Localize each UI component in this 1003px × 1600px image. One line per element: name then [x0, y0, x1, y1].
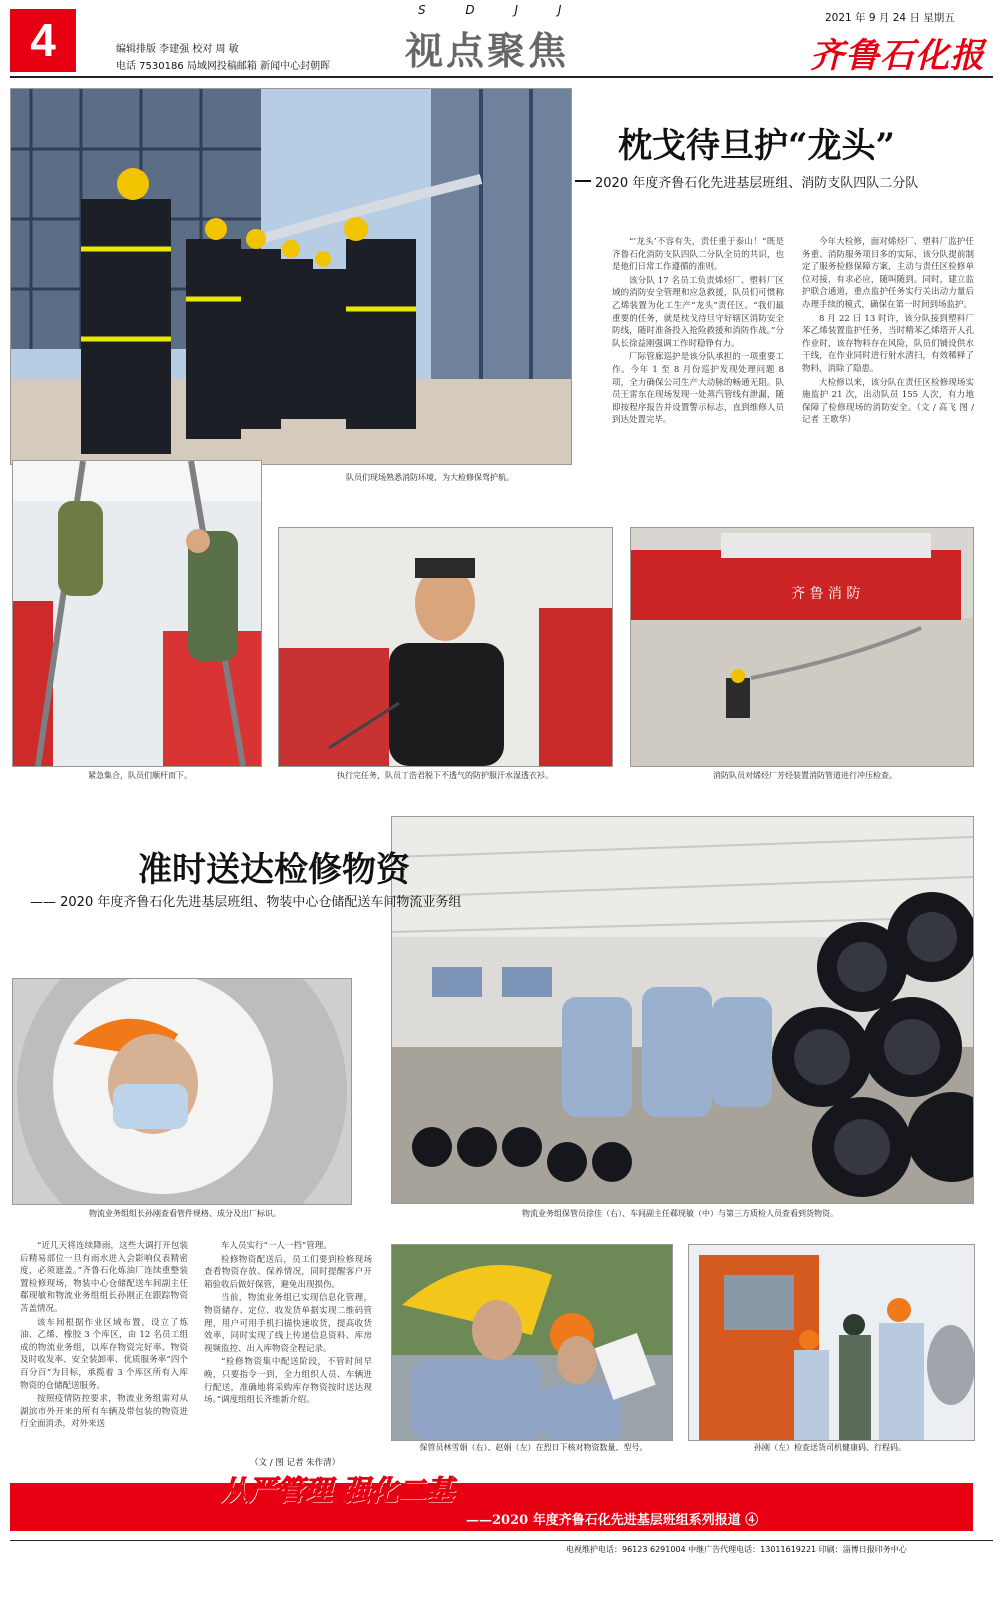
photo-caption: 紧急集合，队员们顺杆而下。	[88, 771, 192, 780]
story2-paragraph: “近几天将连续降雨，这些大调打开包装后精易部位一旦有雨水进入会影响仪表精密度，必须遮盖。”齐鲁石化炼油厂连续重整装置检修现场，物装中心仓储配送车间副主任郗现敏和物流业务组组长孙刚正在跟踪物资苫盖情况。	[20, 1241, 188, 1314]
truck-label: 齐 鲁 消 防	[791, 586, 861, 602]
editors-line: 编辑排版 李建强 校对 周 敏	[116, 44, 239, 55]
photo-caption: 执行完任务，队员丁浩君脱下不透气的防护服汗水湿透衣衫。	[337, 771, 553, 780]
story1-column-1	[612, 236, 784, 466]
story2-headline: 准时送达检修物资	[138, 850, 410, 890]
story2-column-1	[20, 1240, 188, 1465]
page-number: 4	[30, 14, 56, 66]
footer-contacts: 电视维护电话：96123 6291004 中继广告代理电话：13011619221 印刷：淄博日报印务中心	[566, 1545, 907, 1554]
story1-paragraph: 厂际管廊巡护是该分队承担的一项重要工作。今年 1 至 8 月份巡护发现处理问题 8 项，全力确保公司生产大动脉的畅通无阻。队员王雷东在现场发现一处蒸汽管线有泄漏，随即按程序报告并设置警示标志，直到维修人员到达处置完毕。	[612, 352, 784, 426]
section-pinyin: S D J J	[418, 3, 580, 17]
photo-driver-health-check	[688, 1244, 975, 1441]
story1-headline: 枕戈待旦护“龙头”	[618, 126, 896, 166]
footer-rule	[10, 1540, 993, 1541]
masthead	[0, 0, 1003, 80]
paper-logo: 齐鲁石化报	[810, 36, 985, 76]
photo-caption: 物流业务组保管员徐佳（右）、车间副主任郗现敏（中）与第三方质检人员查看到货物资。	[522, 1209, 838, 1218]
photo-pole-slide	[12, 460, 262, 767]
section-title: 视点聚焦	[405, 29, 570, 73]
photo-firefighters-lineup	[10, 88, 572, 465]
issue-date: 2021 年 9 月 24 日 星期五	[825, 12, 955, 24]
photo-caption: 孙刚（左）检查送货司机健康码、行程码。	[754, 1443, 906, 1452]
story1-subhead-rule	[575, 180, 591, 182]
story2-paragraph: 车人员实行“一人一档”管理。	[221, 1241, 332, 1251]
story2-subhead: —— 2020 年度齐鲁石化先进基层班组、物装中心仓储配送车间物流业务组	[30, 895, 462, 910]
page-number-box	[10, 9, 76, 72]
masthead-rule	[10, 76, 993, 78]
photo-clerks-checking	[391, 1244, 673, 1441]
story2-column-2	[204, 1240, 372, 1450]
photo-caption: 队员们现场熟悉消防环境，为大检修保驾护航。	[346, 473, 514, 482]
story2-paragraph: 当前，物流业务组已实现信息化管理，物资储存、定位、收发货单据实现二维码管理，用户可用手机扫描快速收货，提高收货效率，同时实现了线上传递信息资料、库房视频监控、出入库物资全程记录。	[204, 1293, 372, 1354]
banner-slogan: 从严管理 强化二基	[220, 1474, 454, 1507]
story2-paragraph: 按照疫情防控要求，物流业务组需对从湖滨市外开来的所有车辆及带包装的物资进行全面消杀，对外来送	[20, 1394, 188, 1430]
story1-paragraph: 今年大检修，面对烯烃厂、塑料厂监护任务重、消防服务项目多的实际，该分队提前制定了服务检修保障方案，主动与责任区检修单位对接，有求必应，随叫随到。同时，建立监护联合通道，重点监护任务实行关出动力量后办理手续的模式，确保在第一时间到场监护。	[802, 237, 974, 310]
photo-caption: 物流业务组组长孙刚查看管件规格、成分及出厂标识。	[89, 1209, 281, 1218]
story2-paragraph: 检修物资配送后，员工们要到检修现场查看物资存放、保养情况，同时提醒客户开箱验收后做好保管，避免出现损伤。	[204, 1254, 372, 1290]
story2-paragraph: 该车间根据作业区域布置，设立了炼油、乙烯、橡胶 3 个库区，由 12 名员工组成的物流业务组，以库存物资完好率、物资及时收发率、安全装卸率、优质服务率“四个百分百”为目标，承揽着 3 个库区所有入库物资的仓储配送服务。	[20, 1317, 188, 1391]
photo-warehouse-pipes	[391, 816, 974, 1204]
story1-subhead: 2020 年度齐鲁石化先进基层班组、消防支队四队二分队	[595, 176, 919, 191]
story1-paragraph: 该分队 17 名员工负责烯烃厂、塑料厂区域的消防安全管理和应急救援，队员们可惯称乙烯装置为化工生产“龙头”责任区。“我们最重要的任务，就是枕戈待旦守好辖区消防安全防线，随时准备投入抢险救援和消防作战。”分队长徐益刚强调工作时稳铮有力。	[612, 275, 784, 349]
photo-caption: 消防队员对烯烃厂芳烃装置消防管道进行冲压检查。	[713, 771, 897, 780]
series-banner	[10, 1474, 973, 1531]
photo-fire-truck-hose	[630, 527, 974, 767]
story2-byline: （文 / 图 记者 朱作清）	[250, 1458, 341, 1468]
story1-paragraph: “‘龙头’不容有失，责任重于泰山！”既是齐鲁石化消防支队四队二分队全员的共识，也是他们日常工作遵循的准则。	[612, 237, 784, 273]
story2-paragraph: “检修物资集中配送阶段，不管时间早晚，只要指令一到，全力组织人员、车辆进行配送，准确地将采购库存物资按时送达现场。”调度组组长齐维新介绍。	[204, 1357, 372, 1406]
story1-paragraph: 大检修以来，该分队在责任区检修现场实施监护 21 次，出动队员 155 人次，有力地保障了检修现场的消防安全。（文 / 高飞 图 / 记者 王歌华）	[802, 377, 974, 426]
photo-caption: 保管员林雪娟（右）、赵娟（左）在烈日下核对物资数量、型号。	[419, 1443, 648, 1452]
photo-pipe-inspection	[12, 978, 352, 1205]
banner-series: ——2020 年度齐鲁石化先进基层班组系列报道 ④	[466, 1513, 759, 1528]
phone-line: 电话 7530186 局域网投稿邮箱 新闻中心封朝晖	[116, 61, 331, 72]
photo-firefighter-sweat	[278, 527, 613, 767]
story1-column-2	[802, 236, 974, 466]
story1-paragraph: 8 月 22 日 13 时许，该分队接到塑料厂苯乙烯装置监护任务，当时精苯乙烯塔开人孔作业时，该存物料存在风险，队员们铺设供水干线，在作业同时进行射水清扫，有效稀释了物料，消除了隐患。	[802, 313, 974, 374]
